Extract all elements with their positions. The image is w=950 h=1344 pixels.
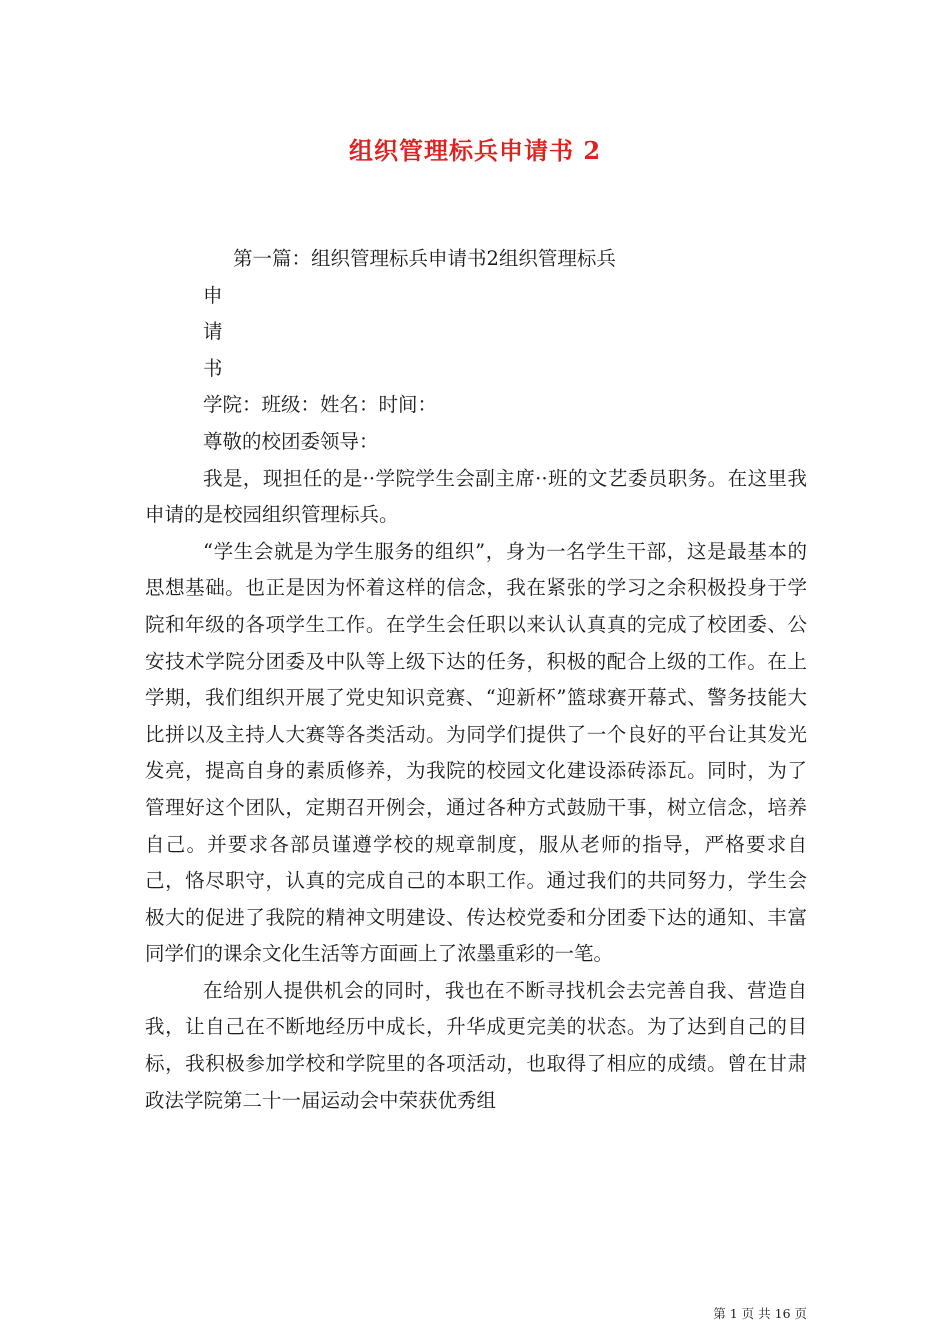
info-line: 学院：班级：姓名：时间：: [203, 393, 438, 417]
paragraph-intro: 我是，现担任的是··学院学生会副主席··班的文艺委员职务。在这里我申请的是校园组织管理标兵。: [145, 466, 807, 527]
vertical-char: 书: [203, 356, 223, 380]
paragraph-work: “学生会就是为学生服务的组织”，身为一名学生干部，这是最基本的思想基础。也正是因为怀着这样的信念，我在紧张的学习之余积极投身于学院和年级的各项学生工作。在学生会任职以来认认真真的完成了校团委、公安技术学院分团委及中队等上级下达的任务，积极的配合上级的工作。在上学期，我们组织开展了党史知识竞赛、“迎新杯”篮球赛开幕式、警务技能大比拼以及主持人大赛等各类活动。为同学们提供了一个良好的平台让其发光发亮，提高自身的素质修养，为我院的校园文化建设添砖添瓦。同时，为了管理好这个团队，定期召开例会，通过各种方式鼓励干事，树立信念，培养自己。并要求各部员谨遵学校的规章制度，服从老师的指导，严格要求自己，恪尽职守，认真的完成自己的本职工作。通过我们的共同努力，学生会极大的促进了我院的精神文明建设、传达校党委和分团委下达的通知、丰富同学们的课余文化生活等方面画上了浓墨重彩的一笔。: [145, 539, 807, 966]
page-number: 第 1 页 共 16 页: [713, 1306, 807, 1321]
paragraph-growth: 在给别人提供机会的同时，我也在不断寻找机会去完善自我、营造自我，让自己在不断地经历中成长，升华成更完美的状态。为了达到自己的目标，我积极参加学校和学院里的各项活动，也取得了相应的成绩。曾在甘肃政法学院第二十一届运动会中荣获优秀组: [145, 978, 807, 1112]
heading-line: 第一篇：组织管理标兵申请书2组织管理标兵: [233, 247, 616, 270]
vertical-char: 申: [203, 283, 223, 307]
vertical-char: 请: [203, 320, 223, 344]
document-title: 组织管理标兵申请书 2: [348, 136, 602, 165]
salutation: 尊敬的校团委领导：: [203, 429, 379, 453]
document-body: [145, 241, 807, 1119]
